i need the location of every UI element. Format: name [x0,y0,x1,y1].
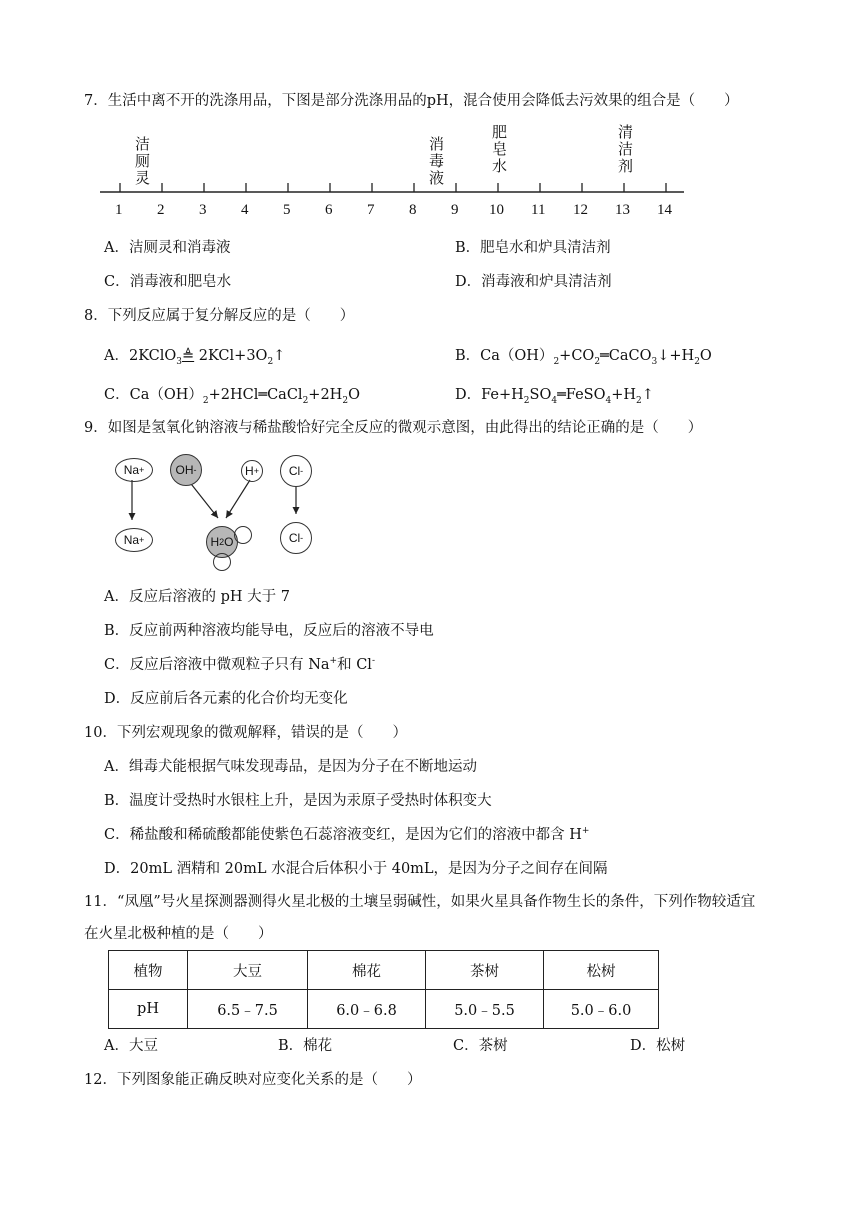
ph-scale-number: 14 [657,202,672,218]
chloride-ion-after: Cl - [280,522,312,554]
ph-scale-number: 5 [283,202,291,218]
q7-option-b[interactable]: B．肥皂水和炉具清洁剂 [455,240,611,256]
q7-stem: 7．生活中离不开的洗涤用品，下图是部分洗涤用品的pH，混合使用会降低去污效果的组合是（ ） [84,93,739,109]
q8-option-a[interactable]: A．2KClO$_3$≜ $2KCl+3O_2↑$ [104,348,286,367]
hydroxide-ion: OH - [170,454,202,486]
table-header-row [109,951,659,990]
ph-product-label: 肥皂水 [490,124,508,175]
water-hydrogen-atom-1 [234,526,252,544]
ph-scale-number: 8 [409,202,417,218]
ph-scale-number: 11 [531,202,546,218]
ph-scale-number: 7 [367,202,375,218]
ph-scale-figure [98,120,688,225]
table-cell: 5.0﹣5.5 [426,990,544,1029]
plant-ph-table [108,950,659,1029]
q7-option-d[interactable]: D．消毒液和炉具清洁剂 [455,274,612,290]
table-cell: 6.0﹣6.8 [308,990,426,1029]
table-cell: pH [109,990,188,1029]
q11-option-a[interactable]: A．大豆 [104,1038,158,1054]
table-row [109,990,659,1029]
q10-option-c[interactable]: C．稀盐酸和稀硫酸都能使紫色石蕊溶液变红，是因为它们的溶液中都含 H+ [104,826,590,843]
q12-stem: 12．下列图象能正确反映对应变化关系的是（ ） [84,1072,422,1088]
table-cell: 茶树 [426,951,544,990]
ph-scale-number: 6 [325,202,333,218]
ph-product-label: 清洁剂 [616,124,634,175]
hydrogen-ion: H + [241,460,263,482]
q7-option-c[interactable]: C．消毒液和肥皂水 [104,274,232,290]
water-hydrogen-atom-2 [213,553,231,571]
ph-scale-number: 13 [615,202,630,218]
q9-stem: 9．如图是氢氧化钠溶液与稀盐酸恰好完全反应的微观示意图，由此得出的结论正确的是（ ） [84,420,703,436]
q9-option-c[interactable]: C．反应后溶液中微观粒子只有 Na+和 Cl- [104,656,375,673]
q8-option-b[interactable]: B．$Ca(OH)_2+CO_2═CaCO_3↓+H_2O$ [455,348,712,367]
q11-option-d[interactable]: D．松树 [630,1038,686,1054]
q11-option-c[interactable]: C．茶树 [453,1038,508,1054]
q11-option-b[interactable]: B．棉花 [278,1038,333,1054]
q10-option-b[interactable]: B．温度计受热时水银柱上升，是因为汞原子受热时体积变大 [104,793,492,809]
q9-option-a[interactable]: A．反应后溶液的 pH 大于 7 [104,589,290,605]
q8-stem: 8．下列反应属于复分解反应的是（ ） [84,308,355,324]
q8-option-c[interactable]: C．$Ca(OH)_2+2HCl═CaCl_2+2H_2O$ [104,387,360,406]
q9-option-b[interactable]: B．反应前两种溶液均能导电，反应后的溶液不导电 [104,623,434,639]
ph-product-label: 消毒液 [427,136,445,187]
water-molecule: H 2 O [206,526,238,558]
sodium-ion: Na + [115,458,153,482]
table-cell: 植物 [109,951,188,990]
ph-scale-axis [98,120,688,200]
ph-scale-number: 9 [451,202,459,218]
q10-option-d[interactable]: D．20mL 酒精和 20mL 水混合后体积小于 40mL，是因为分子之间存在间隔 [104,861,608,877]
ph-scale-number: 12 [573,202,588,218]
q11-stem-line2: 在火星北极种植的是（ ） [84,926,273,942]
ph-scale-number: 10 [489,202,504,218]
q10-stem: 10．下列宏观现象的微观解释，错误的是（ ） [84,725,407,741]
sodium-ion-after: Na + [115,528,153,552]
q11-stem-line1: 11．“凤凰”号火星探测器测得火星北极的土壤呈弱碱性，如果火星具备作物生长的条件，下列作物较适宜 [84,894,756,910]
ph-scale-number: 3 [199,202,207,218]
ph-scale-number: 4 [241,202,249,218]
q8-option-d[interactable]: D．$Fe+H_2SO_4═FeSO_4+H_2↑$ [455,387,654,406]
q9-option-d[interactable]: D．反应前后各元素的化合价均无变化 [104,691,348,707]
chloride-ion-before: Cl - [280,455,312,487]
ph-scale-number: 2 [157,202,165,218]
table-cell: 棉花 [308,951,426,990]
table-cell: 松树 [544,951,659,990]
table-cell: 大豆 [188,951,308,990]
ion-reaction-diagram [110,450,330,575]
table-cell: 6.5﹣7.5 [188,990,308,1029]
ph-scale-number: 1 [115,202,123,218]
q10-option-a[interactable]: A．缉毒犬能根据气味发现毒品，是因为分子在不断地运动 [104,759,477,775]
ph-product-label: 洁厕灵 [133,136,151,187]
table-cell: 5.0﹣6.0 [544,990,659,1029]
q7-option-a[interactable]: A．洁厕灵和消毒液 [104,240,231,256]
